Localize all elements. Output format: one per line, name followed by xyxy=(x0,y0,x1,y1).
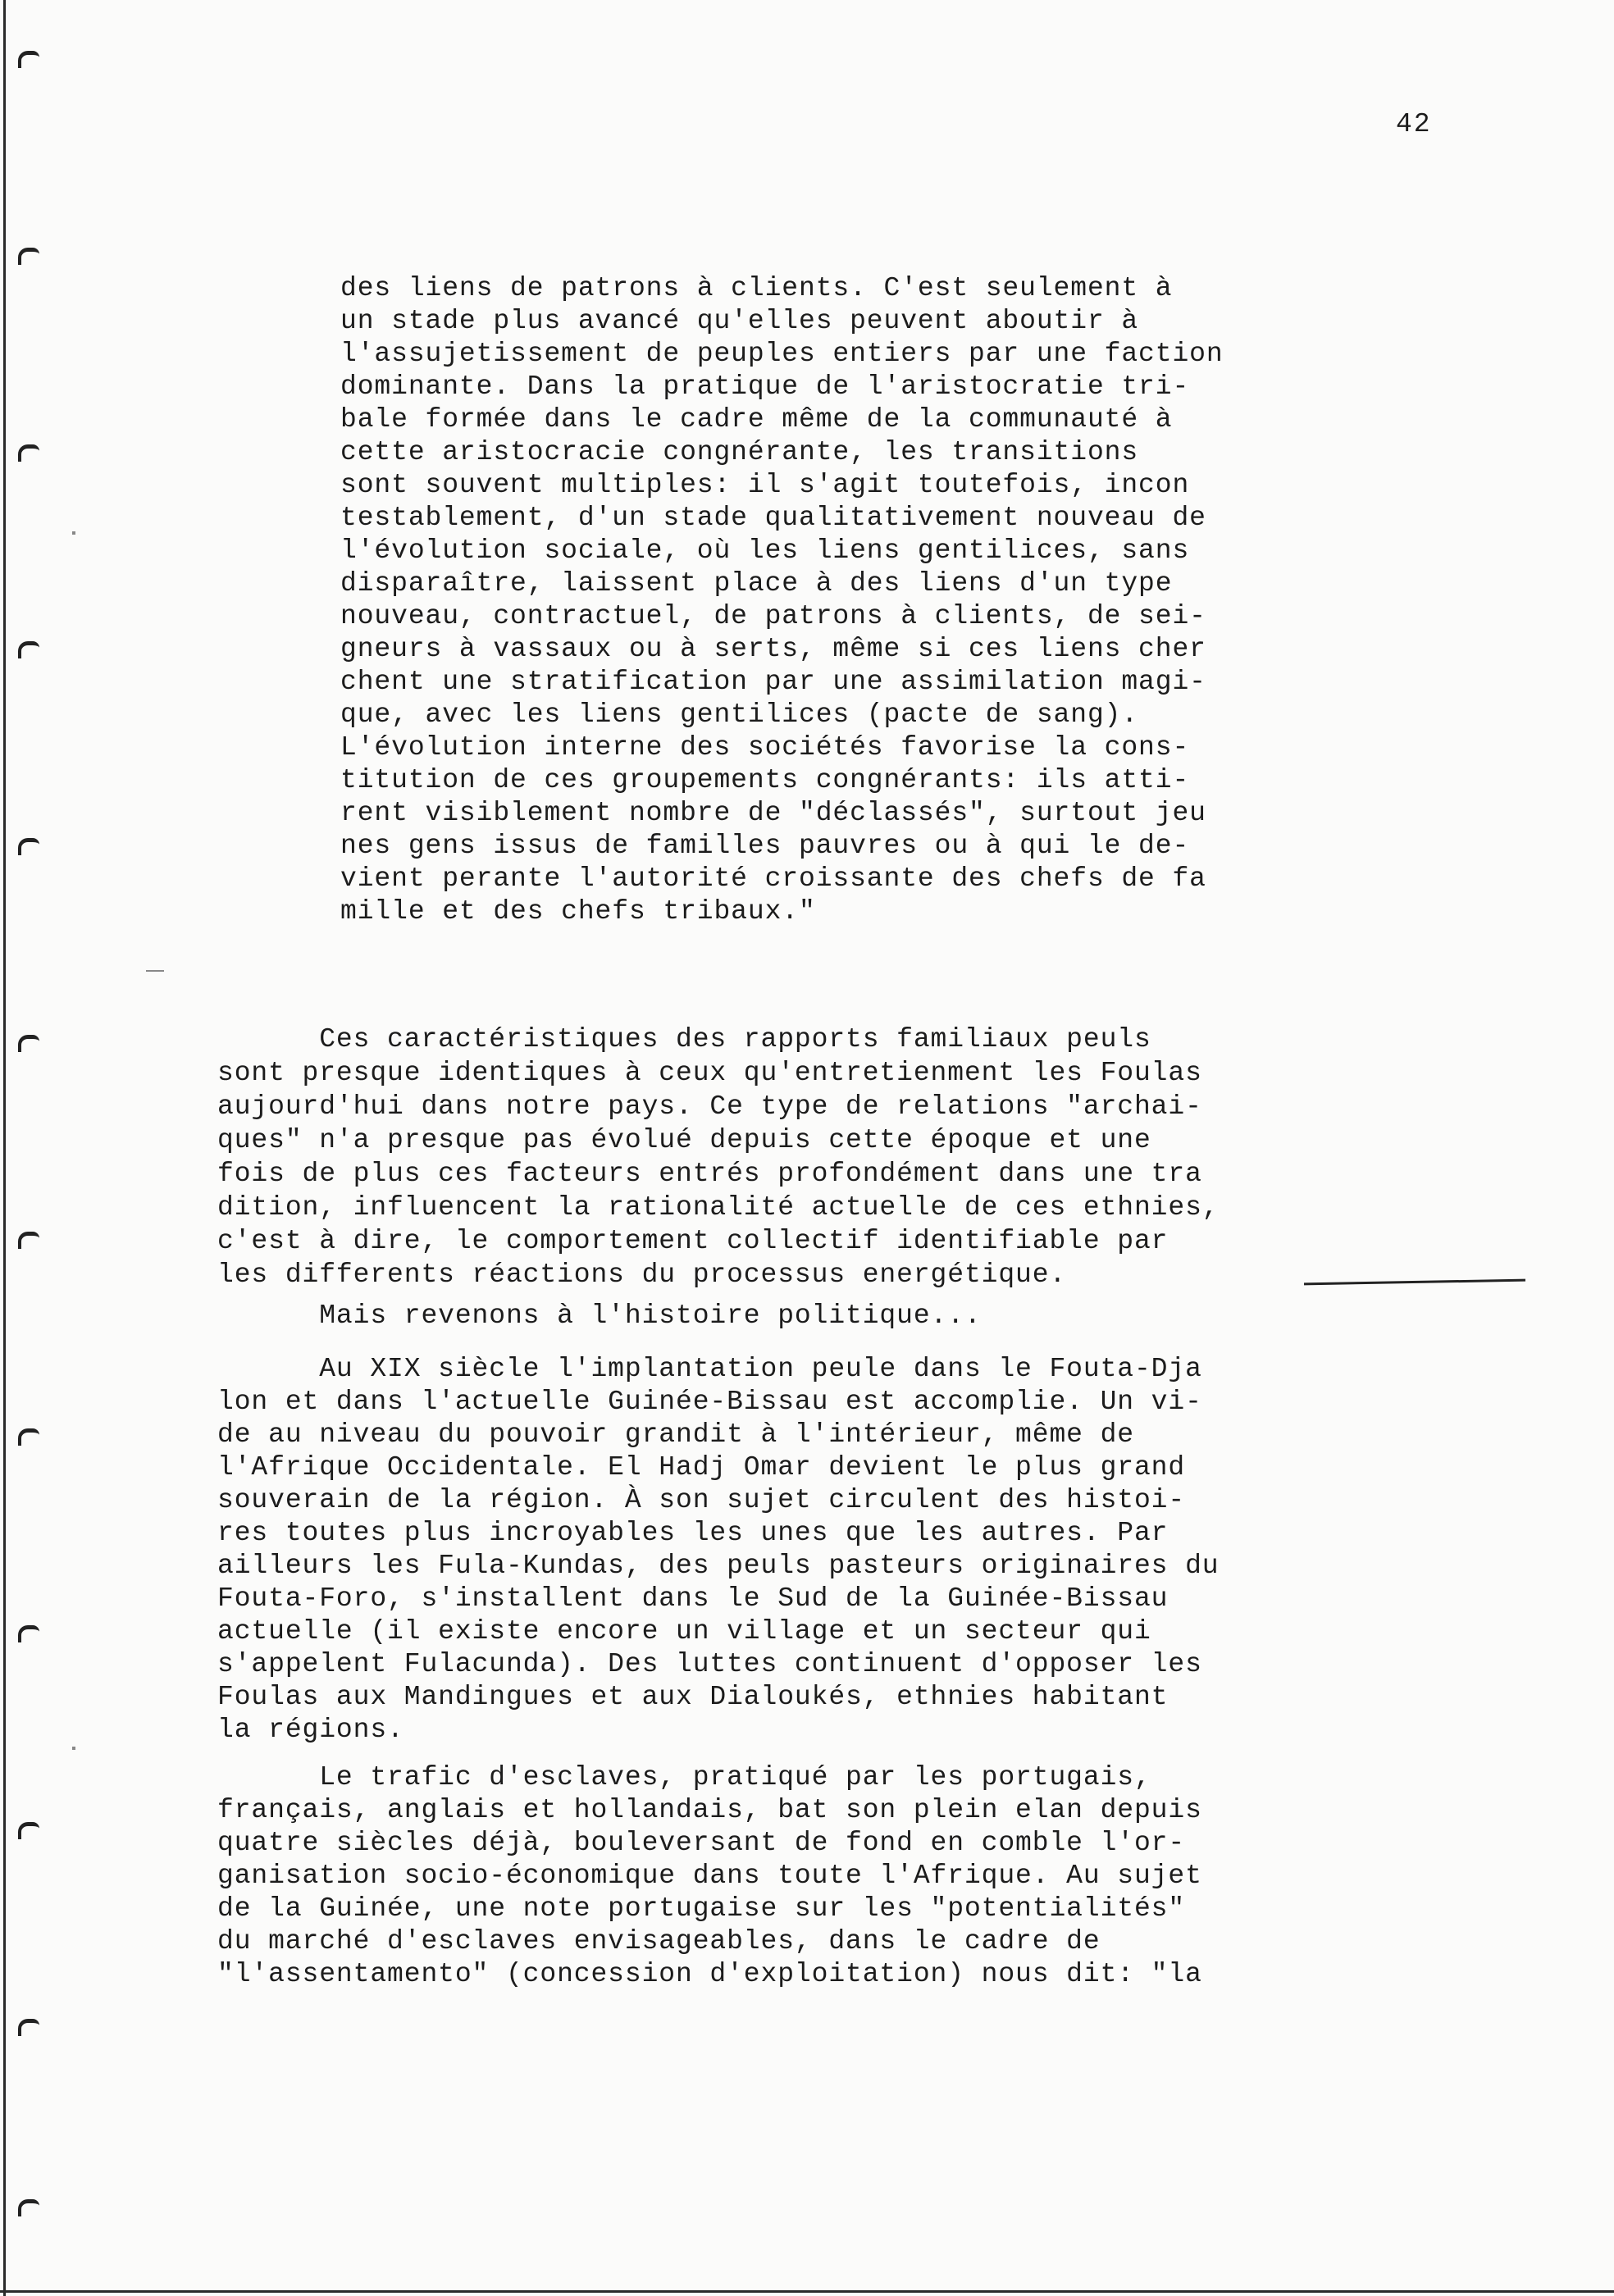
text-line: lon et dans l'actuelle Guinée-Bissau est accomplie. Un vi- xyxy=(217,1387,1202,1417)
body-paragraph xyxy=(217,1761,1202,1991)
text-line: bale formée dans le cadre même de la communauté à xyxy=(340,404,1173,435)
margin-mark xyxy=(72,531,75,535)
binder-hole-mark xyxy=(18,248,39,265)
text-line: sont presque identiques à ceux qu'entretienment les Foulas xyxy=(217,1058,1202,1088)
text-line: fois de plus ces facteurs entrés profondément dans une tra xyxy=(217,1159,1202,1189)
binder-hole-mark xyxy=(18,51,39,68)
text-line: res toutes plus incroyables les unes que les autres. Par xyxy=(217,1518,1169,1548)
margin-mark xyxy=(146,970,164,972)
text-line: du marché d'esclaves envisageables, dans le cadre de xyxy=(217,1926,1101,1957)
text-line: les differents réactions du processus energétique. xyxy=(217,1260,1067,1290)
binder-hole-mark xyxy=(18,641,39,658)
text-line: mille et des chefs tribaux." xyxy=(340,896,816,927)
text-line: de au niveau du pouvoir grandit à l'intérieur, même de xyxy=(217,1419,1134,1450)
text-line: ques" n'a presque pas évolué depuis cette époque et une xyxy=(217,1125,1151,1155)
body-paragraph xyxy=(217,1023,1220,1292)
text-line: l'évolution sociale, où les liens gentilices, sans xyxy=(340,535,1190,566)
body-paragraph xyxy=(217,1353,1220,1747)
text-line: Ces caractéristiques des rapports familiaux peuls xyxy=(217,1024,1151,1055)
binder-hole-mark xyxy=(18,2199,39,2216)
text-line: que, avec les liens gentilices (pacte de sang). xyxy=(340,699,1139,730)
text-line: Foulas aux Mandingues et aux Dialoukés, ethnies habitant xyxy=(217,1682,1169,1712)
text-line: Mais revenons à l'histoire politique... xyxy=(217,1301,982,1331)
body-paragraph xyxy=(217,1300,982,1332)
margin-mark xyxy=(72,1747,75,1750)
text-line: de la Guinée, une note portugaise sur les "potentialités" xyxy=(217,1893,1186,1924)
text-line: l'assujetissement de peuples entiers par une faction xyxy=(340,339,1224,369)
text-line: français, anglais et hollandais, bat son plein elan depuis xyxy=(217,1795,1202,1825)
binder-hole-mark xyxy=(18,1428,39,1446)
binder-hole-mark xyxy=(18,444,39,462)
text-line: souverain de la région. À son sujet circulent des histoi- xyxy=(217,1485,1186,1515)
text-line: actuelle (il existe encore un village et un secteur qui xyxy=(217,1616,1151,1647)
page-bottom-edge xyxy=(0,2290,1614,2293)
text-line: gneurs à vassaux ou à serts, même si ces liens cher xyxy=(340,634,1206,664)
text-line: vient perante l'autorité croissante des chefs de fa xyxy=(340,863,1206,894)
text-line: des liens de patrons à clients. C'est seulement à xyxy=(340,273,1173,303)
binder-hole-mark xyxy=(18,838,39,855)
binder-hole-mark xyxy=(18,1035,39,1052)
binder-hole-mark xyxy=(18,1822,39,1839)
text-line: chent une stratification par une assimilation magi- xyxy=(340,667,1206,697)
text-line: un stade plus avancé qu'elles peuvent aboutir à xyxy=(340,306,1139,336)
binder-hole-mark xyxy=(18,2019,39,2036)
text-line: Au XIX siècle l'implantation peule dans le Fouta-Dja xyxy=(217,1354,1202,1384)
text-line: titution de ces groupements congnérants: ils atti- xyxy=(340,765,1190,795)
text-line: testablement, d'un stade qualitativement nouveau de xyxy=(340,503,1206,533)
text-line: ganisation socio-économique dans toute l'Afrique. Au sujet xyxy=(217,1861,1202,1891)
text-line: dition, influencent la rationalité actuelle de ces ethnies, xyxy=(217,1192,1220,1223)
quoted-passage xyxy=(340,272,1224,928)
text-line: cette aristocracie congnérante, les transitions xyxy=(340,437,1139,467)
text-line: aujourd'hui dans notre pays. Ce type de relations "archai- xyxy=(217,1091,1202,1122)
binder-hole-mark xyxy=(18,1232,39,1249)
text-line: quatre siècles déjà, bouleversant de fond en comble l'or- xyxy=(217,1828,1186,1858)
text-line: ailleurs les Fula-Kundas, des peuls pasteurs originaires du xyxy=(217,1551,1220,1581)
text-line: dominante. Dans la pratique de l'aristocratie tri- xyxy=(340,371,1190,402)
binder-hole-mark xyxy=(18,1625,39,1642)
text-line: Fouta-Foro, s'installent dans le Sud de la Guinée-Bissau xyxy=(217,1583,1169,1614)
text-line: disparaître, laissent place à des liens d'un type xyxy=(340,568,1173,599)
text-line: la régions. xyxy=(217,1715,404,1745)
text-line: nes gens issus de familles pauvres ou à qui le de- xyxy=(340,831,1190,861)
text-line: Le trafic d'esclaves, pratiqué par les portugais, xyxy=(217,1762,1151,1793)
text-line: "l'assentamento" (concession d'exploitation) nous dit: "la xyxy=(217,1959,1202,1989)
text-line: rent visiblement nombre de "déclassés", surtout jeu xyxy=(340,798,1206,828)
page-number: 42 xyxy=(1396,109,1432,139)
text-line: s'appelent Fulacunda). Des luttes continuent d'opposer les xyxy=(217,1649,1202,1679)
text-line: sont souvent multiples: il s'agit toutefois, incon xyxy=(340,470,1190,500)
text-line: c'est à dire, le comportement collectif identifiable par xyxy=(217,1226,1169,1256)
text-line: L'évolution interne des sociétés favorise la cons- xyxy=(340,732,1190,763)
text-line: l'Afrique Occidentale. El Hadj Omar devient le plus grand xyxy=(217,1452,1186,1483)
text-line: nouveau, contractuel, de patrons à clients, de sei- xyxy=(340,601,1206,631)
page-left-edge xyxy=(3,0,6,2296)
handwritten-underline-mark xyxy=(1304,1279,1525,1286)
